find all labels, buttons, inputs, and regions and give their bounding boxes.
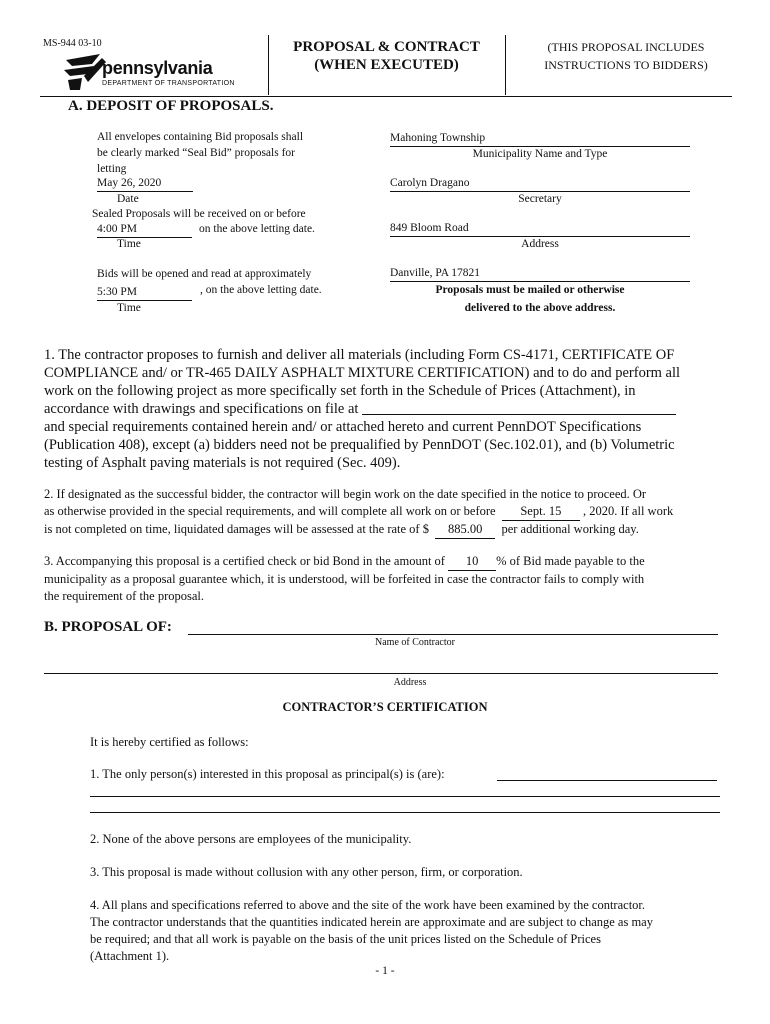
cert-item-4-line-1: 4. All plans and specifications referred to above and the site of the work have been examined by the contractor. <box>90 898 646 912</box>
address-field: 849 Bloom Road <box>390 221 690 237</box>
cert-item-2: 2. None of the above persons are employees of the municipality. <box>90 832 412 846</box>
cert-item-4-line-3: be required; and that all work is payable on the basis of the unit prices listed on the Schedule of Prices <box>90 932 601 946</box>
contractor-name-label: Name of Contractor <box>375 637 455 648</box>
header-divider-right <box>505 35 506 95</box>
logo-sub: DEPARTMENT OF TRANSPORTATION <box>102 80 235 87</box>
logo-name: pennsylvania <box>102 58 213 78</box>
form-code: MS-944 03-10 <box>43 38 102 49</box>
header-rule <box>40 96 732 97</box>
time-label-2: Time <box>117 302 141 314</box>
para1-line-4: accordance with drawings and specifications on file at <box>44 400 744 418</box>
received-time-field: 4:00 PM <box>97 222 192 238</box>
contractor-address-label: Address <box>393 677 427 688</box>
para3-line-2: municipality as a proposal guarantee which, it is understood, will be forfeited in case the contractor fails to comply with <box>44 572 645 586</box>
secretary-label: Secretary <box>518 193 562 205</box>
para2-line-1: 2. If designated as the successful bidder, the contractor will begin work on the date specified in the notice to proceed. Or <box>44 487 647 501</box>
title-line-2: (WHEN EXECUTED) <box>314 57 459 73</box>
received-suffix: on the above letting date. <box>199 223 315 235</box>
city-field: Danville, PA 17821 <box>390 266 690 282</box>
paragraph-1 <box>44 346 744 472</box>
principal-blank-1[interactable] <box>497 780 717 781</box>
address-label: Address <box>521 238 559 250</box>
note-line-2: INSTRUCTIONS TO BIDDERS) <box>544 58 708 72</box>
certification-intro: It is hereby certified as follows: <box>90 735 249 749</box>
note-line-1: (THIS PROPOSAL INCLUDES <box>547 40 705 54</box>
title-line-1: PROPOSAL & CONTRACT <box>293 39 480 55</box>
para1-line-5: and special requirements contained herein and/ or attached hereto and current PennDOT Specifications <box>44 419 642 435</box>
section-b-heading: B. PROPOSAL OF: <box>44 619 172 635</box>
paragraph-2 <box>44 486 754 539</box>
envelope-line-2: be clearly marked “Seal Bid” proposals for <box>97 147 295 159</box>
instructions-note <box>510 38 742 74</box>
cert-item-3: 3. This proposal is made without collusion with any other person, firm, or corporation. <box>90 865 523 879</box>
principal-blank-2[interactable] <box>90 796 720 797</box>
bond-percent-field: 10 <box>448 553 496 571</box>
para1-line-2: COMPLIANCE and/ or TR-465 DAILY ASPHALT MIXTURE CERTIFICATION) and to do and perform all <box>44 365 681 381</box>
secretary-field: Carolyn Dragano <box>390 176 690 192</box>
date-label: Date <box>117 193 139 205</box>
para1-line-3: work on the following project as more specifically set forth in the Schedule of Prices (Attachment), in <box>44 383 636 399</box>
page-number: - 1 - <box>375 965 395 977</box>
para2-line-3: is not completed on time, liquidated damages will be assessed at the rate of $ 885.00 per additional working day. <box>44 521 754 539</box>
time-label: Time <box>117 238 141 250</box>
mail-notice-line-1: Proposals must be mailed or otherwise <box>435 284 625 296</box>
completion-date-field: Sept. 15 <box>502 503 580 521</box>
principal-blank-3[interactable] <box>90 812 720 813</box>
certification-heading: CONTRACTOR’S CERTIFICATION <box>282 700 488 714</box>
para3-line-1: 3. Accompanying this proposal is a certified check or bid Bond in the amount of 10 % of Bid made payable to the <box>44 553 754 571</box>
envelope-line-1: All envelopes containing Bid proposals shall <box>97 131 304 143</box>
envelope-line-3: letting <box>97 163 127 175</box>
municipality-field: Mahoning Township <box>390 131 690 147</box>
cert-item-4 <box>90 897 750 965</box>
para1-line-6: (Publication 408), except (a) bidders need not be prequalified by PennDOT (Sec.102.01), and (b) Volumetric <box>44 437 675 453</box>
header-divider-left <box>268 35 269 95</box>
bids-opened-text: Bids will be opened and read at approximately <box>97 268 312 280</box>
opened-suffix: , on the above letting date. <box>200 284 322 296</box>
para1-line-1: 1. The contractor proposes to furnish and deliver all materials (including Form CS-4171, CERTIFICATE OF <box>44 347 675 363</box>
cert-item-4-line-2: The contractor understands that the quantities indicated herein are approximate and are subject to change as may <box>90 915 653 929</box>
cert-item-4-line-4: (Attachment 1). <box>90 949 170 963</box>
letting-date-field: May 26, 2020 <box>97 176 193 192</box>
para2-line-2: as otherwise provided in the special requirements, and will complete all work on or before Sept. 15 , 2020. If all work <box>44 503 754 521</box>
paragraph-3 <box>44 553 754 605</box>
para3-line-3: the requirement of the proposal. <box>44 589 205 603</box>
liquidated-damages-field: 885.00 <box>435 521 495 539</box>
drawings-location-blank[interactable] <box>362 414 676 415</box>
document-title <box>270 38 503 74</box>
section-a-heading: A. DEPOSIT OF PROPOSALS. <box>68 98 274 114</box>
contractor-name-blank[interactable] <box>188 634 718 635</box>
sealed-proposals-text: Sealed Proposals will be received on or before <box>92 208 306 220</box>
penndot-logo <box>62 52 252 94</box>
municipality-label: Municipality Name and Type <box>472 148 608 160</box>
cert-item-1: 1. The only person(s) interested in this proposal as principal(s) is (are): <box>90 767 445 781</box>
contractor-address-blank[interactable] <box>44 673 718 674</box>
opened-time-field: 5:30 PM <box>97 285 192 301</box>
mail-notice-line-2: delivered to the above address. <box>464 302 616 314</box>
para1-line-7: testing of Asphalt paving materials is not required (Sec. 409). <box>44 455 401 471</box>
